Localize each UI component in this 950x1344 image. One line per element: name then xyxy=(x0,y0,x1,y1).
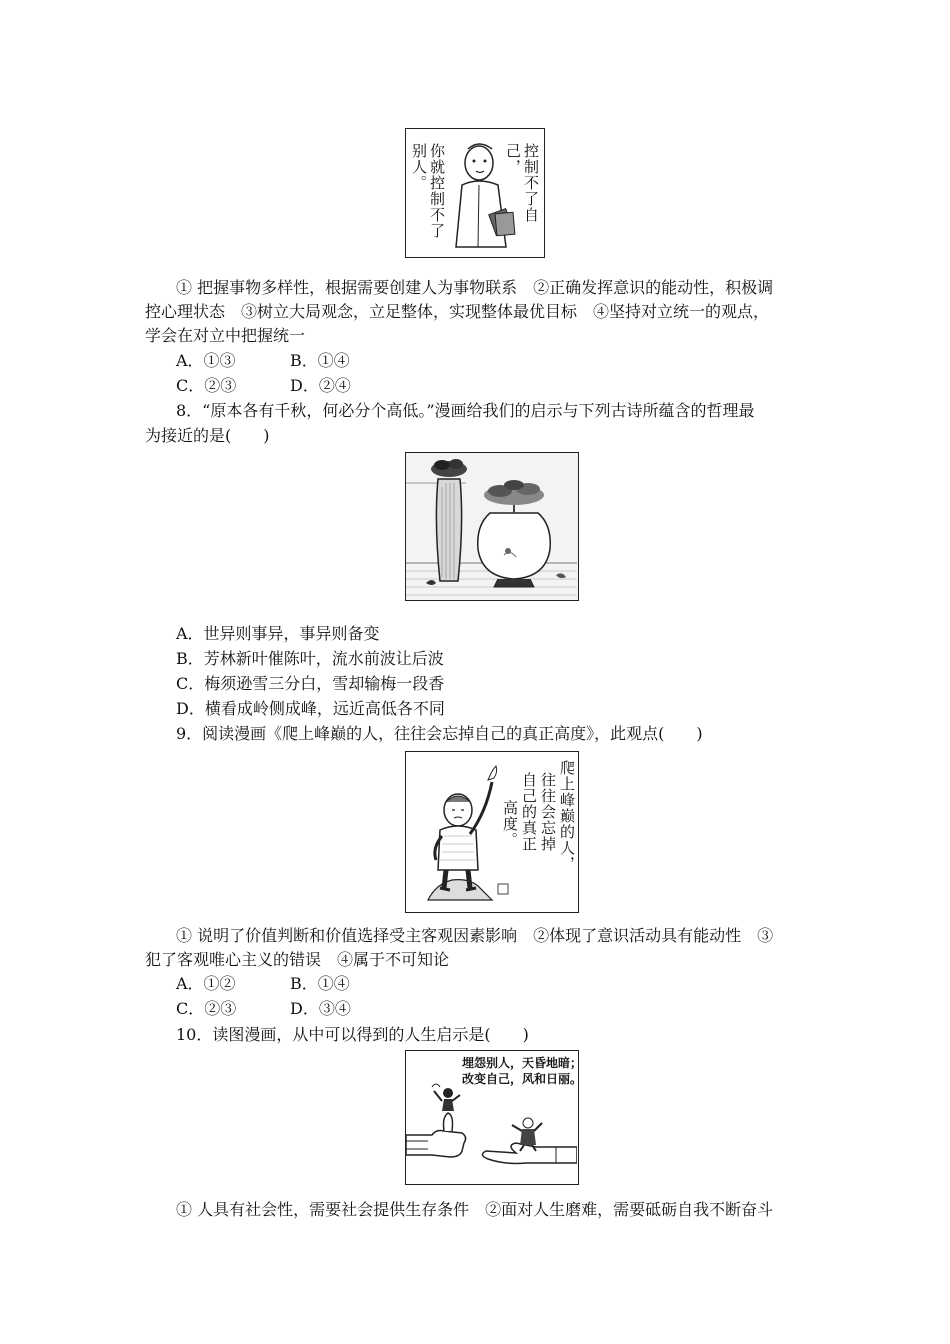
q9-statement-line-1: ① 说明了价值判断和价值选择受主客观因素影响 ②体现了意识活动具有能动性 ③ xyxy=(176,926,774,945)
q9-option-b: B．①④ xyxy=(290,974,350,993)
q9-comic-text-col-1: 爬上峰巅的人， xyxy=(558,760,576,872)
q9-comic-text-col-4: 高度。 xyxy=(501,800,519,848)
q10-question-line-1: 10．读图漫画，从中可以得到的人生启示是( ) xyxy=(176,1025,529,1044)
q9-comic-text-col-3: 自己的真正 xyxy=(520,772,538,852)
q7-option-d: D．②④ xyxy=(290,376,351,395)
q7-comic xyxy=(405,128,545,258)
q10-comic-drawing xyxy=(406,1051,577,1183)
q8-comic xyxy=(405,452,579,601)
q7-comic-left-text: 你就控制不了别人。 xyxy=(410,143,446,239)
q9-option-c: C．②③ xyxy=(176,999,237,1018)
q9-statement-line-2: 犯了客观唯心主义的错误 ④属于不可知论 xyxy=(145,950,450,969)
q8-option-d: D．横看成岭侧成峰，远近高低各不同 xyxy=(176,699,445,718)
q8-question-line-1: 8．“原本各有千秋，何必分个高低。”漫画给我们的启示与下列古诗所蕴含的哲理最 xyxy=(176,401,755,420)
q8-comic-drawing xyxy=(406,453,577,599)
q7-option-b: B．①④ xyxy=(290,351,350,370)
q9-comic xyxy=(405,751,579,913)
q10-comic xyxy=(405,1050,583,1185)
q9-comic-text-col-2: 往往会忘掉 xyxy=(539,772,557,852)
q9-question-line-1: 9．阅读漫画《爬上峰巅的人，往往会忘掉自己的真正高度》，此观点( ) xyxy=(176,724,703,743)
q7-comic-right-text: 控制不了自己， xyxy=(504,143,540,223)
q10-comic-caption-line-1: 埋怨别人，天昏地暗； xyxy=(462,1056,583,1070)
q8-question-line-2: 为接近的是( ) xyxy=(145,426,270,445)
q7-statement-line-1: ① 把握事物多样性，根据需要创建人为事物联系 ②正确发挥意识的能动性，积极调 xyxy=(176,278,774,297)
q8-option-b: B．芳林新叶催陈叶，流水前波让后波 xyxy=(176,649,444,668)
q10-statement-line-1: ① 人具有社会性，需要社会提供生存条件 ②面对人生磨难，需要砥砺自我不断奋斗 xyxy=(176,1200,774,1219)
q7-option-a: A．①③ xyxy=(176,351,236,370)
q9-option-d: D．③④ xyxy=(290,999,351,1018)
q9-option-a: A．①② xyxy=(176,974,236,993)
q7-statement-line-2: 控心理状态 ③树立大局观念，立足整体，实现整体最优目标 ④坚持对立统一的观点， xyxy=(145,302,770,321)
q8-option-a: A．世异则事异，事异则备变 xyxy=(176,624,380,643)
q8-option-c: C．梅须逊雪三分白，雪却输梅一段香 xyxy=(176,674,445,693)
q7-option-c: C．②③ xyxy=(176,376,237,395)
q7-statement-line-3: 学会在对立中把握统一 xyxy=(145,326,306,345)
q10-comic-caption-line-2: 改变自己，风和日丽。 xyxy=(462,1072,583,1086)
